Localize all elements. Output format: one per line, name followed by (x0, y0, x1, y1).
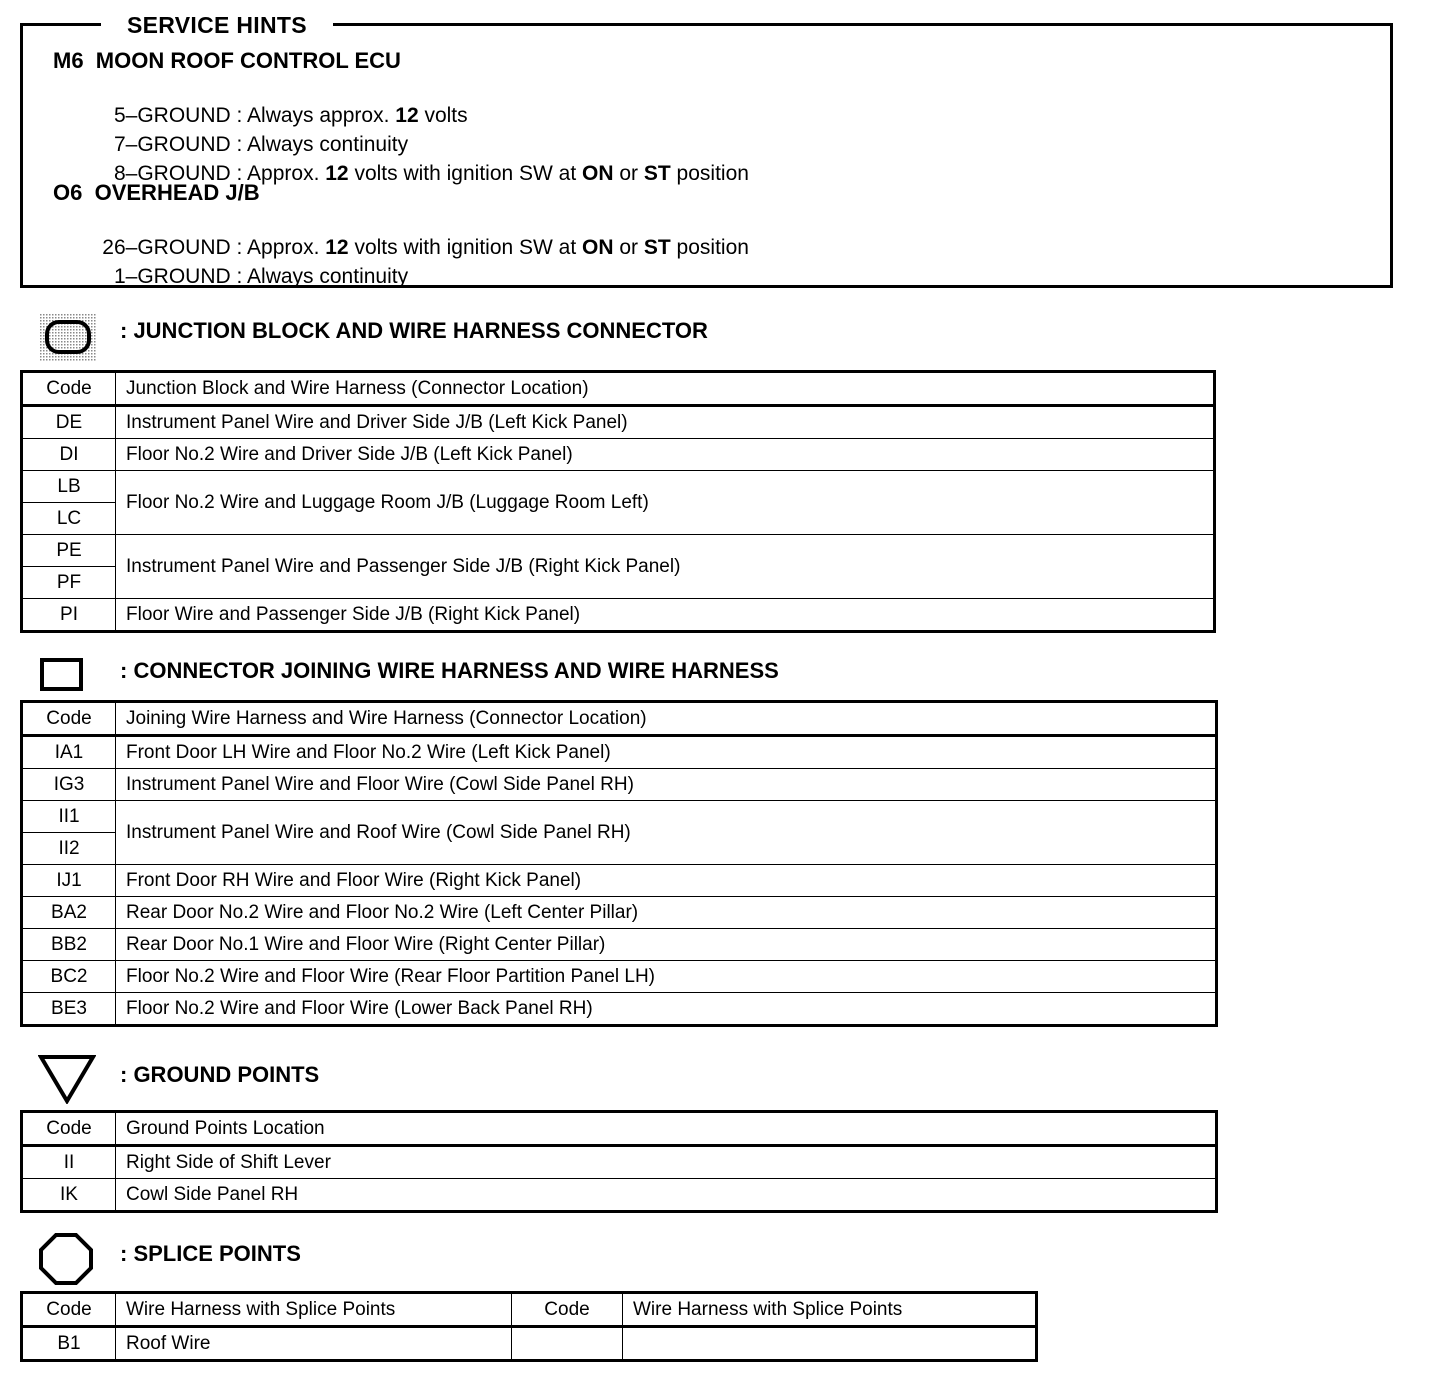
code-cell: BA2 (22, 897, 116, 929)
desc-header: Joining Wire Harness and Wire Harness (Connector Location) (116, 702, 1217, 736)
table-row (22, 599, 1215, 632)
table-row (22, 535, 1215, 567)
desc-cell: Rear Door No.1 Wire and Floor Wire (Right Center Pillar) (116, 929, 1217, 961)
desc-cell: Instrument Panel Wire and Roof Wire (Cowl Side Panel RH) (116, 801, 1217, 865)
code-cell: PF (22, 567, 116, 599)
code-cell: PI (22, 599, 116, 632)
desc-cell: Front Door LH Wire and Floor No.2 Wire (Left Kick Panel) (116, 736, 1217, 769)
desc-header: Wire Harness with Splice Points (623, 1293, 1037, 1327)
hint-text: Always continuity (247, 133, 409, 156)
splice-octagon-icon (38, 1232, 94, 1286)
table-row (22, 801, 1217, 833)
table-row (22, 961, 1217, 993)
desc-cell: Instrument Panel Wire and Floor Wire (Cowl Side Panel RH) (116, 769, 1217, 801)
table-row (22, 406, 1215, 439)
code-header: Code (22, 372, 116, 406)
hint-bold: ON (582, 236, 614, 259)
code-cell: PE (22, 535, 116, 567)
component-code: M6 (53, 48, 84, 73)
code-cell: II2 (22, 833, 116, 865)
table-header-row (22, 1112, 1217, 1146)
desc-cell: Floor Wire and Passenger Side J/B (Right Kick Panel) (116, 599, 1215, 632)
hint-text: Approx. (247, 236, 326, 259)
pin-label: 26–GROUND : (102, 236, 243, 259)
code-cell: BB2 (22, 929, 116, 961)
hint-bold: ON (582, 162, 614, 185)
component-name: MOON ROOF CONTROL ECU (95, 48, 401, 73)
junction-connector-icon (40, 314, 96, 362)
desc-cell: Roof Wire (116, 1327, 512, 1361)
junction-heading: : JUNCTION BLOCK AND WIRE HARNESS CONNECTOR (120, 318, 708, 343)
table-row (22, 736, 1217, 769)
hint-text: volts with ignition SW at (348, 162, 583, 185)
desc-cell: Right Side of Shift Lever (116, 1146, 1217, 1179)
splice-table (20, 1291, 1038, 1362)
desc-header: Ground Points Location (116, 1112, 1217, 1146)
table-header-row (22, 1293, 1037, 1327)
pin-label: 7–GROUND : (113, 133, 243, 156)
code-cell: II (22, 1146, 116, 1179)
square-connector-icon (40, 658, 84, 692)
hint-text: position (670, 236, 749, 259)
service-hints-title: SERVICE HINTS (101, 12, 333, 39)
hint-text: volts (418, 104, 468, 127)
hint-text: Approx. (247, 162, 326, 185)
desc-header: Junction Block and Wire Harness (Connector Location) (116, 372, 1215, 406)
junction-table (20, 370, 1216, 633)
hint-text: or (613, 162, 644, 185)
code-header: Code (22, 1293, 116, 1327)
joining-table (20, 700, 1218, 1027)
hint-text: position (670, 162, 749, 185)
code-cell: BC2 (22, 961, 116, 993)
code-cell: DI (22, 439, 116, 471)
ground-table (20, 1110, 1218, 1213)
code-header: Code (22, 1112, 116, 1146)
table-row (22, 1179, 1217, 1212)
hint-component-o6 (53, 180, 260, 206)
hint-text: or (613, 236, 644, 259)
desc-cell: Floor No.2 Wire and Floor Wire (Rear Floor Partition Panel LH) (116, 961, 1217, 993)
code-header: Code (512, 1293, 623, 1327)
component-name: OVERHEAD J/B (94, 180, 260, 205)
hint-line (61, 241, 408, 313)
code-header: Code (22, 702, 116, 736)
pin-label: 5–GROUND : (113, 104, 243, 127)
desc-cell: Front Door RH Wire and Floor Wire (Right Kick Panel) (116, 865, 1217, 897)
pin-label: 1–GROUND : (113, 265, 243, 288)
code-cell: DE (22, 406, 116, 439)
hint-text: volts with ignition SW at (348, 236, 583, 259)
hint-text: Always continuity (247, 265, 409, 288)
hint-bold: 12 (325, 236, 349, 259)
splice-heading: : SPLICE POINTS (120, 1241, 301, 1266)
code-cell: IA1 (22, 736, 116, 769)
desc-cell: Rear Door No.2 Wire and Floor No.2 Wire (Left Center Pillar) (116, 897, 1217, 929)
code-cell: II1 (22, 801, 116, 833)
desc-cell: Instrument Panel Wire and Driver Side J/B (Left Kick Panel) (116, 406, 1215, 439)
joining-heading: : CONNECTOR JOINING WIRE HARNESS AND WIRE HARNESS (120, 658, 779, 683)
table-row (22, 993, 1217, 1026)
code-cell: LB (22, 471, 116, 503)
code-cell (512, 1327, 623, 1361)
desc-cell (623, 1327, 1037, 1361)
table-row (22, 1327, 1037, 1361)
hint-bold: 12 (395, 104, 419, 127)
code-cell: IK (22, 1179, 116, 1212)
ground-triangle-icon (38, 1054, 96, 1104)
table-row (22, 471, 1215, 503)
code-cell: IG3 (22, 769, 116, 801)
service-hints-box (20, 12, 1393, 288)
table-row (22, 439, 1215, 471)
code-cell: BE3 (22, 993, 116, 1026)
hint-component-m6 (53, 48, 401, 74)
desc-cell: Cowl Side Panel RH (116, 1179, 1217, 1212)
desc-cell: Floor No.2 Wire and Luggage Room J/B (Luggage Room Left) (116, 471, 1215, 535)
table-row (22, 1146, 1217, 1179)
table-header-row (22, 372, 1215, 406)
table-row (22, 769, 1217, 801)
table-row (22, 897, 1217, 929)
table-row (22, 929, 1217, 961)
desc-cell: Floor No.2 Wire and Floor Wire (Lower Back Panel RH) (116, 993, 1217, 1026)
code-cell: B1 (22, 1327, 116, 1361)
code-cell: LC (22, 503, 116, 535)
hint-text: Always approx. (247, 104, 396, 127)
hint-bold: ST (643, 236, 671, 259)
desc-cell: Floor No.2 Wire and Driver Side J/B (Left Kick Panel) (116, 439, 1215, 471)
pin-label: 8–GROUND : (113, 162, 243, 185)
desc-cell: Instrument Panel Wire and Passenger Side J/B (Right Kick Panel) (116, 535, 1215, 599)
table-row (22, 865, 1217, 897)
table-header-row (22, 702, 1217, 736)
code-cell: IJ1 (22, 865, 116, 897)
component-code: O6 (53, 180, 83, 205)
hint-bold: 12 (325, 162, 349, 185)
desc-header: Wire Harness with Splice Points (116, 1293, 512, 1327)
hint-bold: ST (643, 162, 671, 185)
ground-heading: : GROUND POINTS (120, 1062, 320, 1087)
